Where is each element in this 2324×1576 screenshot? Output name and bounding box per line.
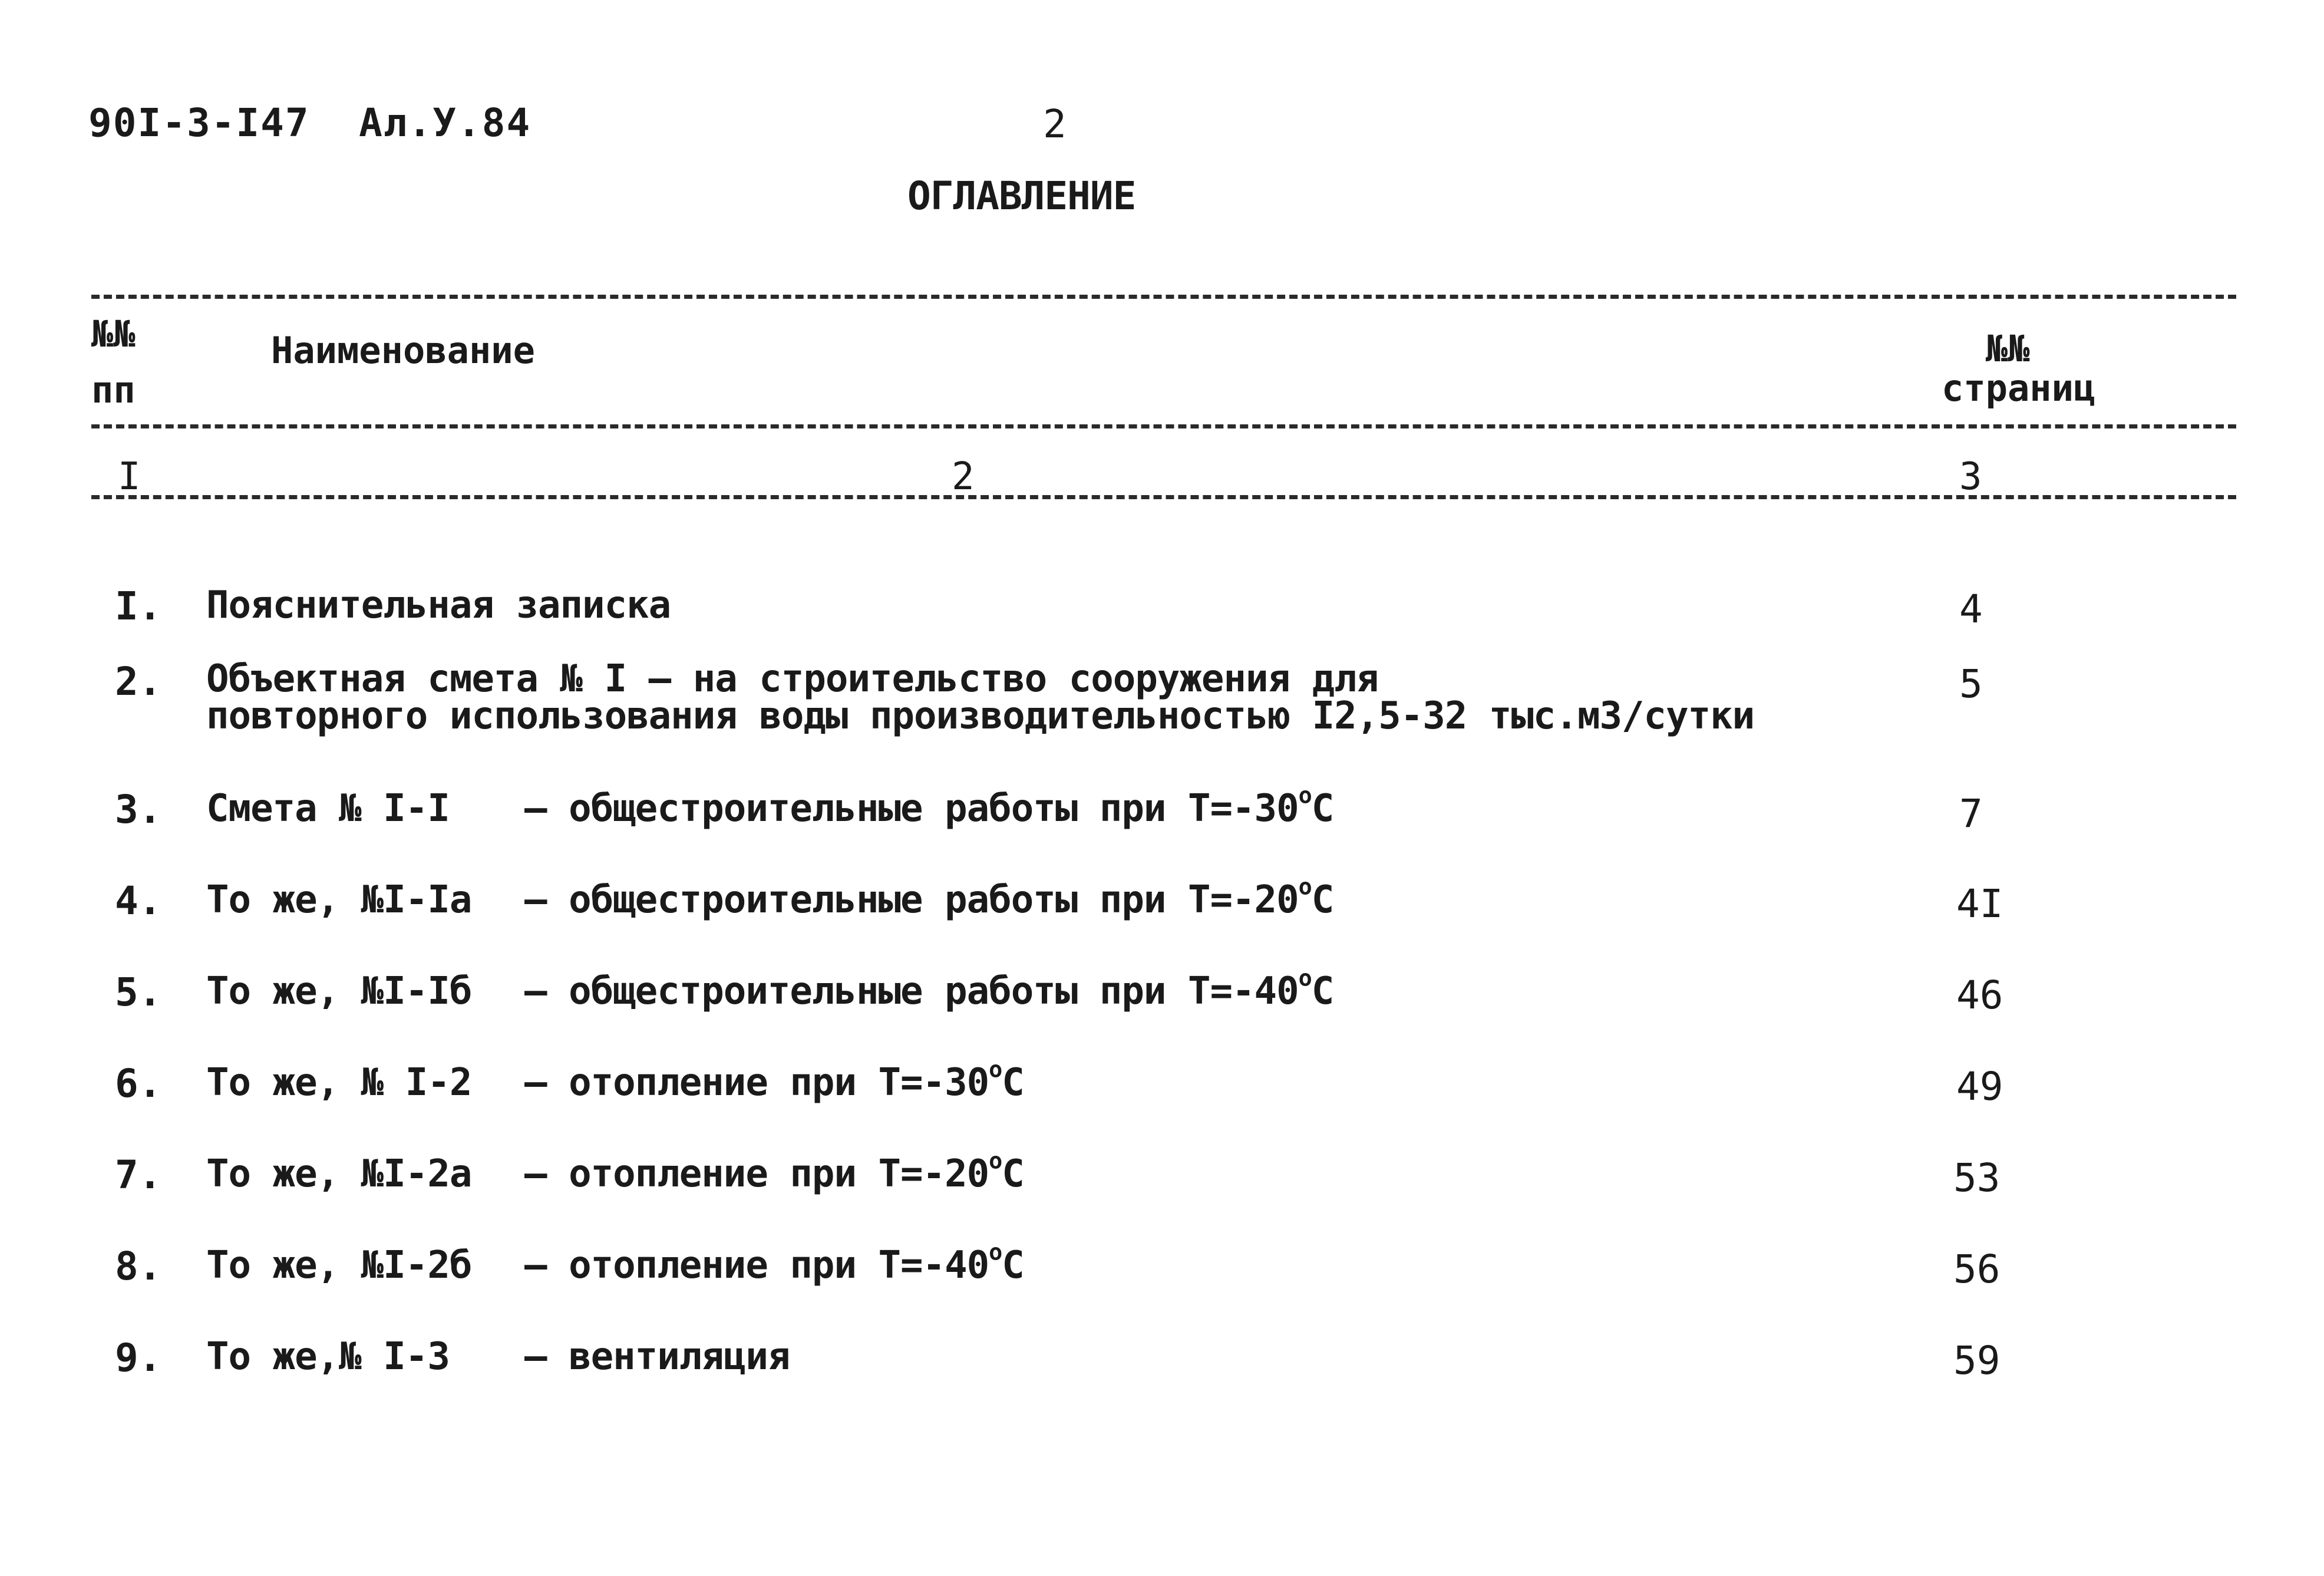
entry-number: 6. xyxy=(115,1061,162,1106)
entry-title: Пояснительная записка xyxy=(206,583,671,627)
entry-title: – общестроительные работы при $Т=-30^oС$ xyxy=(524,782,1334,830)
entry-title: – общестроительные работы при $Т=-20^oС$ xyxy=(524,873,1334,922)
entry-title: Объектная смета № I – на строительство сооружения для xyxy=(206,657,1379,701)
entry-title: – общестроительные работы при $Т=-40^oС$ xyxy=(524,965,1334,1013)
degree-symbol: o xyxy=(1298,965,1312,992)
entry-page: 5 xyxy=(1959,661,1983,707)
entry-page: 59 xyxy=(1953,1338,2001,1383)
entry-title: – отопление при $Т=-30^oС$ xyxy=(524,1056,1024,1104)
top-dashed-rule xyxy=(91,295,2236,299)
document-code: 90I-3-I47 Ал.У.84 xyxy=(88,100,532,146)
degree-symbol: o xyxy=(989,1056,1002,1083)
estimate-code: То же,№ I-3 xyxy=(206,1335,450,1379)
degree-symbol: o xyxy=(1298,782,1312,809)
entry-page: 46 xyxy=(1956,972,2003,1018)
entry-page: 7 xyxy=(1959,791,1983,836)
column-numbers-dashed-rule xyxy=(91,495,2236,499)
estimate-code: Смета № I-I xyxy=(206,787,450,830)
col3-header-line1: №№ xyxy=(1986,327,2030,370)
entry-page: 4 xyxy=(1959,586,1983,632)
degree-symbol: o xyxy=(1298,873,1312,901)
entry-title: – отопление при $Т=-40^oС$ xyxy=(524,1239,1024,1287)
entry-page: 53 xyxy=(1953,1155,2001,1201)
col2-header: Наименование xyxy=(271,329,535,372)
column-number-2: 2 xyxy=(952,455,975,499)
estimate-code: То же, №I-Iб xyxy=(206,970,472,1013)
estimate-code: То же, №I-2а xyxy=(206,1152,472,1196)
degree-symbol: o xyxy=(989,1148,1002,1175)
entry-page: 4I xyxy=(1956,881,2003,927)
col3-header-line2: страниц xyxy=(1942,367,2096,410)
column-number-3: 3 xyxy=(1959,455,1982,499)
entry-page: 49 xyxy=(1956,1064,2003,1109)
estimate-code: То же, № I-2 xyxy=(206,1061,472,1104)
estimate-code: То же, №I-2б xyxy=(206,1244,472,1287)
estimate-code: То же, №I-Iа xyxy=(206,878,472,922)
entry-title-continued: повторного использования воды производительностью I2,5-32 тыс.м3/сутки xyxy=(206,694,1755,738)
entry-number: 9. xyxy=(115,1335,162,1380)
entry-number: I. xyxy=(115,583,162,629)
entry-page: 56 xyxy=(1953,1247,2001,1292)
entry-title: – отопление при $Т=-20^oС$ xyxy=(524,1148,1024,1196)
entry-number: 2. xyxy=(115,659,162,704)
col1-header-line2: пп xyxy=(91,368,136,411)
degree-symbol: o xyxy=(989,1239,1002,1266)
entry-number: 8. xyxy=(115,1244,162,1289)
entry-number: 4. xyxy=(115,878,162,924)
page-number: 2 xyxy=(1043,101,1067,147)
entry-number: 7. xyxy=(115,1152,162,1198)
page-title: ОГЛАВЛЕНИЕ xyxy=(907,173,1136,219)
entry-title: – вентиляция xyxy=(524,1335,790,1379)
header-dashed-rule xyxy=(91,424,2236,428)
col1-header-line1: №№ xyxy=(91,312,136,355)
column-number-1: I xyxy=(118,455,141,499)
entry-number: 5. xyxy=(115,970,162,1015)
entry-number: 3. xyxy=(115,787,162,832)
